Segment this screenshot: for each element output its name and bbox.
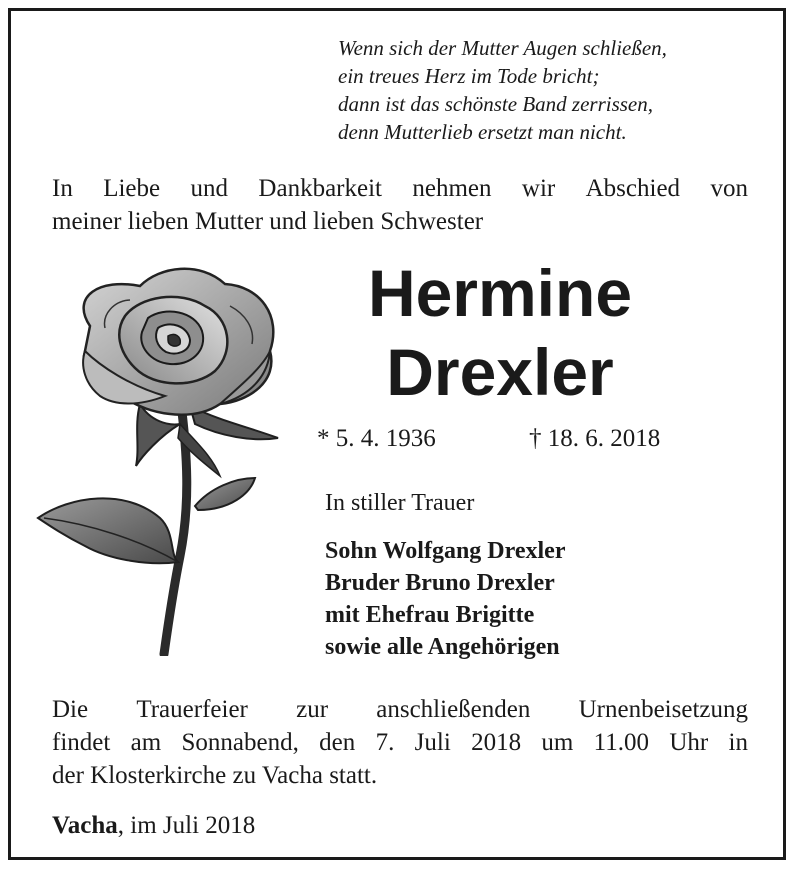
ceremony-word: findet bbox=[52, 729, 111, 756]
family-member: Sohn Wolfgang Drexler bbox=[325, 538, 566, 564]
ceremony-word: Uhr bbox=[669, 729, 709, 756]
intro-text bbox=[52, 172, 748, 238]
intro-word: Abschied bbox=[585, 175, 681, 202]
intro-word: nehmen bbox=[412, 175, 492, 202]
intro-word: Liebe bbox=[103, 175, 161, 202]
intro-word: wir bbox=[521, 175, 556, 202]
birth-date: * 5. 4. 1936 bbox=[317, 425, 436, 452]
intro-word: und bbox=[190, 175, 229, 202]
place-name: Vacha bbox=[52, 812, 118, 839]
intro-word: von bbox=[710, 175, 748, 202]
ceremony-word: Trauerfeier bbox=[136, 696, 248, 723]
family-member: Bruder Bruno Drexler bbox=[325, 570, 555, 596]
intro-line-1 bbox=[52, 172, 748, 205]
mourning-heading: In stiller Trauer bbox=[325, 490, 475, 516]
death-date: † 18. 6. 2018 bbox=[529, 425, 661, 452]
ceremony-text bbox=[52, 693, 748, 792]
ceremony-word: zur bbox=[296, 696, 329, 723]
ceremony-word: Urnenbeisetzung bbox=[578, 696, 748, 723]
ceremony-word: 11.00 bbox=[593, 729, 649, 756]
deceased-first-name: Hermine bbox=[367, 256, 633, 330]
ceremony-word: Die bbox=[52, 696, 89, 723]
ceremony-word: Juli bbox=[414, 729, 451, 756]
ceremony-word: 2018 bbox=[471, 729, 522, 756]
ceremony-line-2 bbox=[52, 726, 748, 759]
ceremony-line-1 bbox=[52, 693, 748, 726]
rose-icon bbox=[30, 256, 295, 656]
poem-line: denn Mutterlieb ersetzt man nicht. bbox=[338, 120, 627, 144]
poem-line: ein treues Herz im Tode bricht; bbox=[338, 64, 600, 88]
family-member: mit Ehefrau Brigitte bbox=[325, 602, 535, 628]
ceremony-word: um bbox=[541, 729, 574, 756]
ceremony-word: am bbox=[130, 729, 162, 756]
ceremony-word: in bbox=[728, 729, 748, 756]
place-date bbox=[52, 811, 255, 841]
ceremony-word: Sonnabend, bbox=[181, 729, 299, 756]
intro-word: Dankbarkeit bbox=[258, 175, 382, 202]
intro-word: In bbox=[52, 175, 73, 202]
ceremony-word: 7. bbox=[375, 729, 395, 756]
ceremony-line-3: der Klosterkirche zu Vacha statt. bbox=[52, 762, 378, 789]
deceased-last-name: Drexler bbox=[386, 335, 614, 409]
date-text: , im Juli 2018 bbox=[117, 812, 256, 839]
poem-line: Wenn sich der Mutter Augen schließen, bbox=[338, 36, 667, 60]
ceremony-word: anschließenden bbox=[376, 696, 531, 723]
poem-line: dann ist das schönste Band zerrissen, bbox=[338, 92, 653, 116]
family-member: sowie alle Angehörigen bbox=[325, 634, 560, 660]
poem bbox=[338, 34, 758, 146]
intro-line-2: meiner lieben Mutter und lieben Schwester bbox=[52, 208, 484, 235]
ceremony-word: den bbox=[319, 729, 356, 756]
family-list bbox=[325, 535, 565, 663]
